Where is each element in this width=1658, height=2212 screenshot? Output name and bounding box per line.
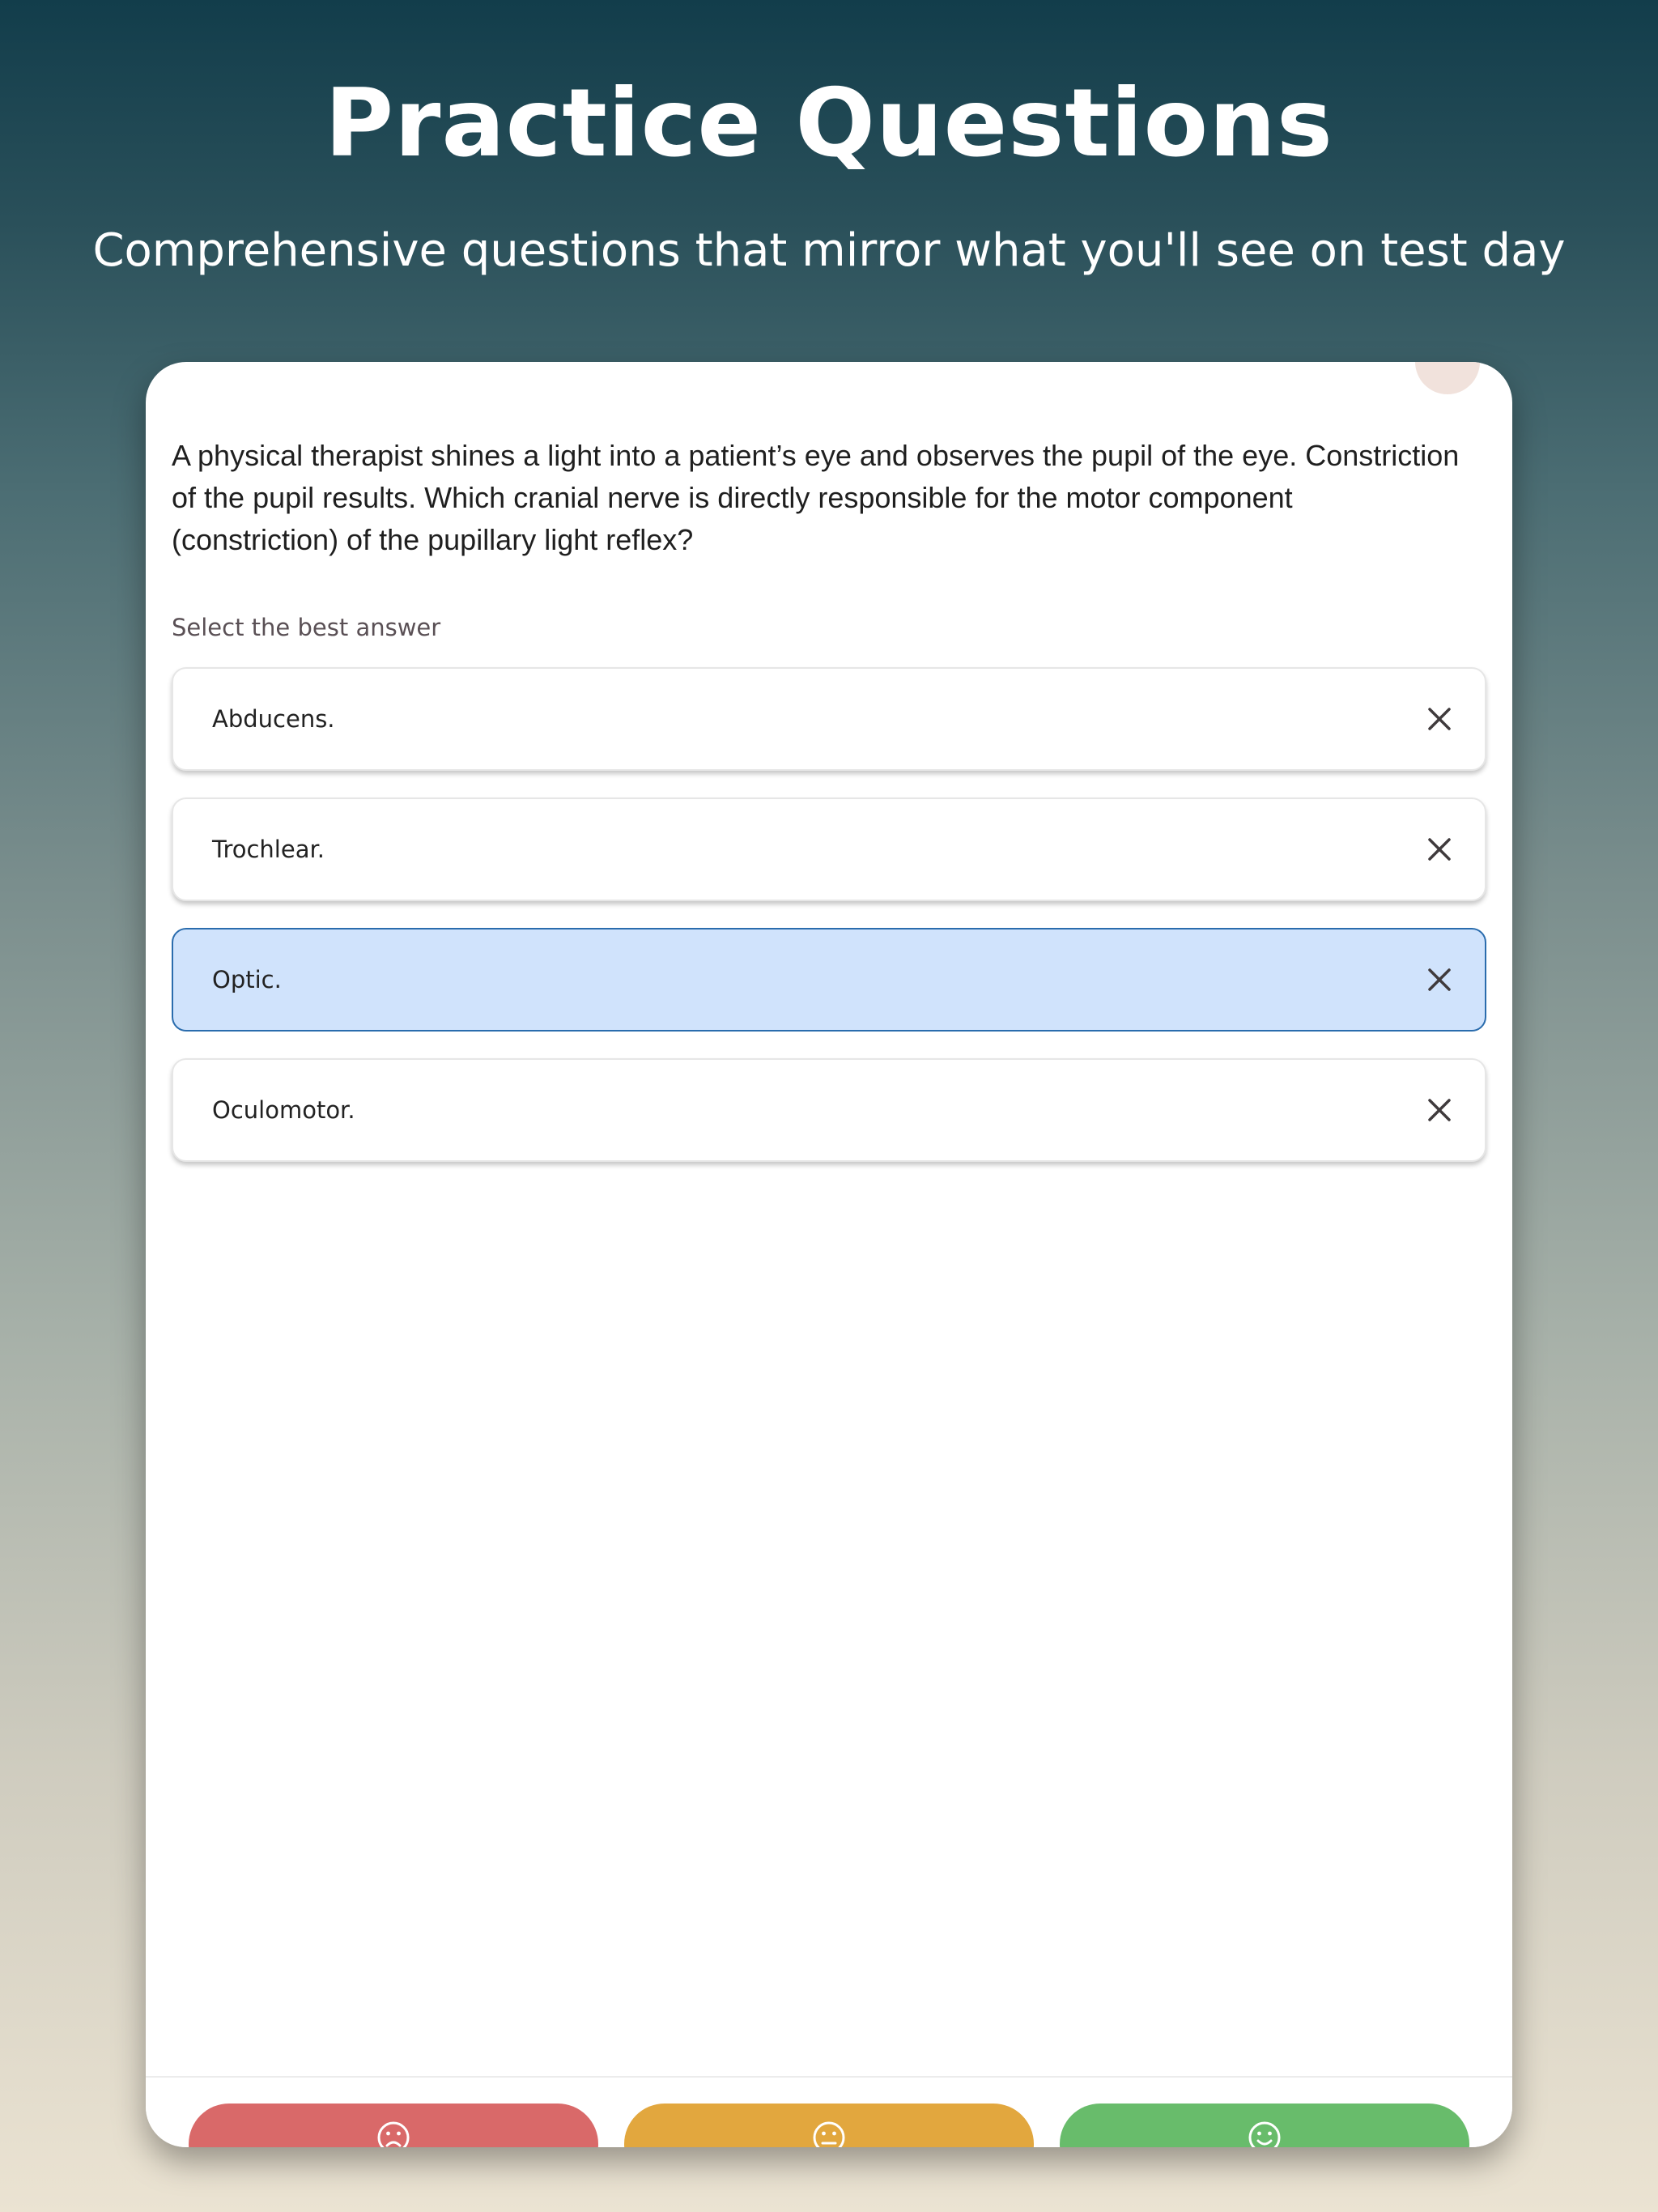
card-corner-decoration (1415, 362, 1480, 394)
eliminate-x-icon[interactable] (1423, 1094, 1456, 1126)
rate-ok-button[interactable] (624, 2104, 1034, 2147)
answer-option-label: Trochlear. (212, 836, 325, 863)
rating-footer (146, 2076, 1512, 2147)
rate-easy-button[interactable] (1060, 2104, 1469, 2147)
answer-option-oculomotor[interactable] (172, 1058, 1486, 1162)
eliminate-x-icon[interactable] (1423, 963, 1456, 996)
answer-instruction: Select the best answer (172, 614, 441, 641)
answer-option-abducens[interactable] (172, 667, 1486, 771)
happy-face-icon (1247, 2120, 1282, 2147)
answer-option-label: Oculomotor. (212, 1096, 355, 1124)
page-subtitle: Comprehensive questions that mirror what you'll see on test day (92, 224, 1566, 277)
question-text: A physical therapist shines a light into a patient’s eye and observes the pupil of the eye. Constriction of the pupil results. Which cranial nerve is directly responsible for the motor component (constriction) of the pupillary light reflex? (172, 439, 1460, 556)
answer-option-trochlear[interactable] (172, 798, 1486, 901)
answer-options (172, 667, 1486, 1189)
eliminate-x-icon[interactable] (1423, 703, 1456, 735)
page-title: Practice Questions (325, 69, 1333, 178)
rate-hard-button[interactable] (189, 2104, 598, 2147)
answer-option-label: Optic. (212, 966, 282, 993)
eliminate-x-icon[interactable] (1423, 833, 1456, 866)
neutral-face-icon (811, 2120, 847, 2147)
answer-option-optic[interactable] (172, 928, 1486, 1032)
question-card (146, 362, 1512, 2147)
answer-option-label: Abducens. (212, 705, 335, 733)
sad-face-icon (376, 2120, 411, 2147)
